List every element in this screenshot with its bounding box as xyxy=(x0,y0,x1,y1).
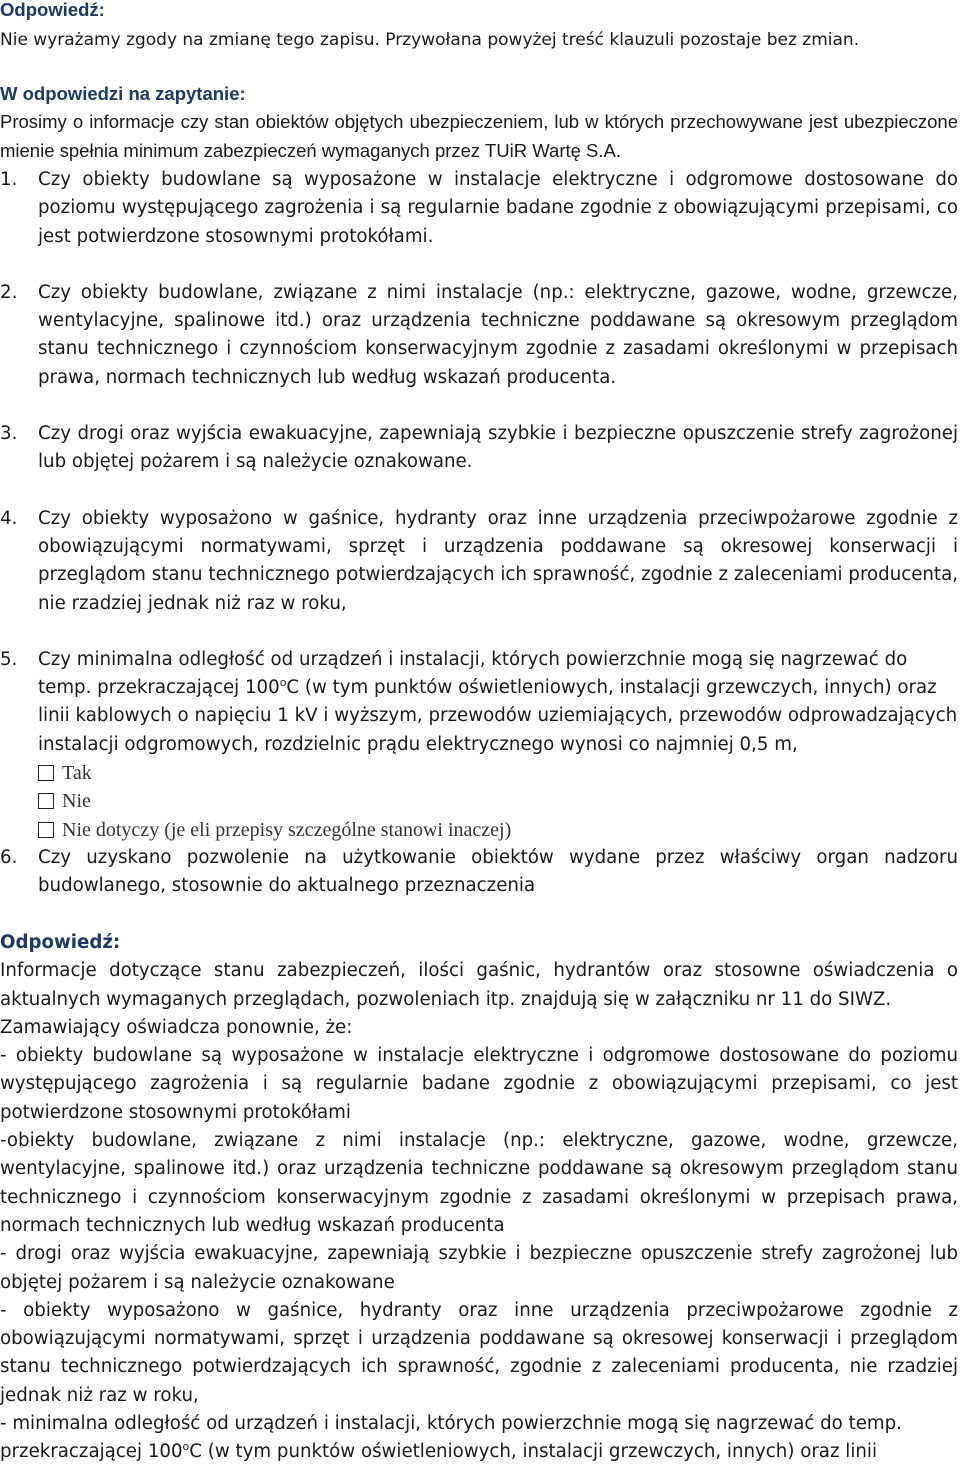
item-text: Czy obiekty wyposażono w gaśnice, hydranty oraz inne urządzenia przeciwpożarowe zgodnie z obowiązującymi normatywami, sprzęt i urządzenia poddawane są okresowej konserwacji i przeglądom stanu technicznego potwierdzających ich sprawność, zgodnie z zaleceniami producenta, nie rzadziej jednak niż raz w roku, xyxy=(38,507,958,614)
question-block xyxy=(0,80,958,165)
second-answer-info: Informacje dotyczące stanu zabezpieczeń, ilości gaśnic, hydrantów oraz stosowne oświadczenia o aktualnych wymaganych przeglądach, pozwoleniach itp. znajdują się w załączniku nr 11 do SIWZ. xyxy=(0,960,958,1010)
checkbox-icon[interactable] xyxy=(38,793,54,809)
second-answer-declare: Zamawiający oświadcza ponownie, że: xyxy=(0,1016,353,1038)
item-number: 1. xyxy=(0,169,18,190)
item-text: Czy obiekty budowlane są wyposażone w instalacje elektryczne i odgromowe dostosowane do poziomu występującego zagrożenia i są regularnie badane zgodnie z obowiązującymi przepisami, co jest potwierdzone stosownymi protokółami. xyxy=(38,169,958,247)
item-text: Czy drogi oraz wyjścia ewakuacyjne, zapewniają szybkie i bezpieczne opuszczenie strefy zagrożonej lub objętej pożarem i są należycie oznakowane. xyxy=(38,423,958,473)
declare-point-5: - minimalna odległość od urządzeń i instalacji, których powierzchnie mogą się nagrzewać do temp. przekraczającej 100$^o$C (w tym punktów oświetleniowych, instalacji grzewczych, innych) oraz linii xyxy=(0,1413,902,1463)
option-label: Tak xyxy=(62,762,92,785)
question-item-4 xyxy=(0,505,958,618)
option-nie-dotyczy[interactable] xyxy=(0,816,958,844)
question-item-2 xyxy=(0,279,958,392)
item-text: Czy minimalna odległość od urządzeń i instalacji, których powierzchnie mogą się nagrzewać do temp. przekraczającej 100$^o$C (w tym punktów oświetleniowych, instalacji grzewczych, innych) oraz linii kablowych o napięciu 1 kV i wyższym, przewodów uziemiających, przewodów odprowadzających instalacji odgromowych, rozdzielnic prądu elektrycznego wynosi co najmniej 0,5 m, xyxy=(38,648,958,755)
item-number: 5. xyxy=(0,648,18,670)
item-number: 4. xyxy=(0,507,18,529)
question-label: W odpowiedzi na zapytanie: xyxy=(0,83,246,104)
second-answer-block xyxy=(0,929,958,1467)
question-item-6 xyxy=(0,844,958,901)
first-answer-text: Nie wyrażamy zgody na zmianę tego zapisu. Przywołana powyżej treść klauzuli pozostaje bez zmian. xyxy=(0,30,860,50)
option-label: Nie dotyczy (je eli przepisy szczególne stanowi inaczej) xyxy=(62,818,512,841)
declare-point-2: -obiekty budowlane, związane z nimi instalacje (np.: elektryczne, gazowe, wodne, grzewcze, wentylacyjne, spalinowe itd.) oraz urządzenia techniczne poddawane są okresowym przeglądom stanu technicznego i czynnościom konserwacyjnym zgodnie z zasadami określonymi w przepisach prawa, normach technicznych lub według wskazań producenta xyxy=(0,1130,958,1236)
second-answer-label: Odpowiedź: xyxy=(0,932,121,953)
declare-point-1: - obiekty budowlane są wyposażone w instalacje elektryczne i odgromowe dostosowane do poziomu występującego zagrożenia i są regularnie badane zgodnie z obowiązującymi przepisami, co jest potwierdzone stosownymi protokółami xyxy=(0,1045,958,1123)
question-intro: Prosimy o informacje czy stan obiektów objętych ubezpieczeniem, lub w których przechowywane jest ubezpieczone mienie spełnia minimum zabezpieczeń wymaganych przez TUiR Wartę S.A. xyxy=(0,111,958,161)
item-number: 6. xyxy=(0,846,18,868)
option-nie[interactable] xyxy=(0,787,958,815)
question-item-1 xyxy=(0,166,958,251)
declare-point-4: - obiekty wyposażono w gaśnice, hydranty oraz inne urządzenia przeciwpożarowe zgodnie z obowiązującymi normatywami, sprzęt i urządzenia poddawane są okresowej konserwacji i przeglądom stanu technicznego potwierdzających ich sprawność, zgodnie z zaleceniami producenta, nie rzadziej jednak niż raz w roku, xyxy=(0,1299,958,1406)
item-text: Czy uzyskano pozwolenie na użytkowanie obiektów wydane przez właściwy organ nadzoru budowlanego, stosownie do aktualnego przeznaczenia xyxy=(38,846,958,897)
item-number: 3. xyxy=(0,423,18,445)
item-text: Czy obiekty budowlane, związane z nimi instalacje (np.: elektryczne, gazowe, wodne, grzewcze, wentylacyjne, spalinowe itd.) oraz urządzenia techniczne poddawane są okresowym przeglądom stanu technicznego i czynnościom konserwacyjnym zgodnie z zasadami określonymi w przepisach prawa, normach technicznych lub według wskazań producenta. xyxy=(38,281,958,388)
question-item-5 xyxy=(0,646,958,759)
question-item-3 xyxy=(0,420,958,477)
declare-point-3: - drogi oraz wyjścia ewakuacyjne, zapewniają szybkie i bezpieczne opuszczenie strefy zagrożonej lub objętej pożarem i są należycie oznakowane xyxy=(0,1243,958,1293)
question-items xyxy=(0,166,958,901)
item-number: 2. xyxy=(0,281,18,303)
checkbox-icon[interactable] xyxy=(38,765,54,781)
checkbox-icon[interactable] xyxy=(38,822,54,838)
option-tak[interactable] xyxy=(0,759,958,787)
first-answer-label: Odpowiedź: xyxy=(0,0,105,20)
option-label: Nie xyxy=(62,790,91,813)
